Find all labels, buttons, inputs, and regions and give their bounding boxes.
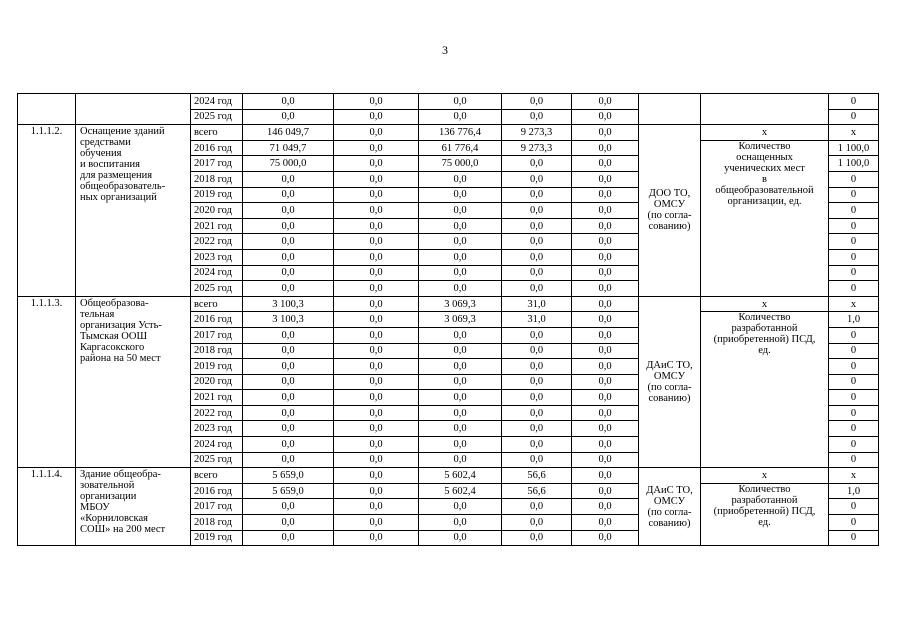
- federal-value: 0,0: [334, 327, 419, 343]
- regional-value: 3 069,3: [419, 312, 502, 328]
- local-value: 9 273,3: [502, 140, 572, 156]
- year-cell: 2017 год: [191, 327, 243, 343]
- other-value: 0,0: [572, 312, 639, 328]
- other-value: 0,0: [572, 140, 639, 156]
- total-value: 0,0: [243, 218, 334, 234]
- local-value: 31,0: [502, 312, 572, 328]
- indicator-value: 0: [829, 359, 879, 375]
- indicator-value: x: [829, 125, 879, 141]
- other-value: 0,0: [572, 156, 639, 172]
- year-cell: 2017 год: [191, 499, 243, 515]
- indicator-value: 0: [829, 343, 879, 359]
- year-cell: 2019 год: [191, 359, 243, 375]
- indicator-value: x: [829, 468, 879, 484]
- indicator-value: 0: [829, 234, 879, 250]
- total-value: 0,0: [243, 390, 334, 406]
- name-cell: [76, 94, 191, 125]
- federal-value: 0,0: [334, 359, 419, 375]
- local-value: 31,0: [502, 296, 572, 312]
- indicator-value: 0: [829, 499, 879, 515]
- indicator-value: 0: [829, 265, 879, 281]
- measure-code: 1.1.1.3.: [18, 296, 76, 468]
- local-value: 0,0: [502, 452, 572, 468]
- indicator-value: 0: [829, 281, 879, 297]
- year-cell: 2016 год: [191, 140, 243, 156]
- year-cell: 2016 год: [191, 312, 243, 328]
- other-value: 0,0: [572, 187, 639, 203]
- year-cell: 2018 год: [191, 343, 243, 359]
- federal-value: 0,0: [334, 437, 419, 453]
- local-value: 0,0: [502, 281, 572, 297]
- year-cell: 2021 год: [191, 218, 243, 234]
- other-value: 0,0: [572, 125, 639, 141]
- federal-value: 0,0: [334, 249, 419, 265]
- federal-value: 0,0: [334, 390, 419, 406]
- year-cell: 2022 год: [191, 405, 243, 421]
- federal-value: 0,0: [334, 421, 419, 437]
- other-value: 0,0: [572, 374, 639, 390]
- local-value: 0,0: [502, 265, 572, 281]
- local-value: 0,0: [502, 405, 572, 421]
- federal-value: 0,0: [334, 296, 419, 312]
- executor-cell: [639, 94, 701, 125]
- total-value: 146 049,7: [243, 125, 334, 141]
- code-cell: [18, 94, 76, 125]
- other-value: 0,0: [572, 327, 639, 343]
- year-cell: 2019 год: [191, 187, 243, 203]
- total-value: 0,0: [243, 249, 334, 265]
- table-row: [18, 94, 879, 110]
- regional-value: 0,0: [419, 327, 502, 343]
- regional-value: 0,0: [419, 234, 502, 250]
- local-value: 0,0: [502, 359, 572, 375]
- federal-value: 0,0: [334, 452, 419, 468]
- regional-value: 0,0: [419, 421, 502, 437]
- federal-value: 0,0: [334, 203, 419, 219]
- other-value: 0,0: [572, 109, 639, 125]
- year-cell: 2020 год: [191, 203, 243, 219]
- regional-value: 0,0: [419, 187, 502, 203]
- year-cell: 2018 год: [191, 171, 243, 187]
- regional-value: 0,0: [419, 405, 502, 421]
- federal-value: 0,0: [334, 281, 419, 297]
- local-value: 0,0: [502, 374, 572, 390]
- federal-value: 0,0: [334, 94, 419, 110]
- other-value: 0,0: [572, 203, 639, 219]
- regional-value: 0,0: [419, 281, 502, 297]
- other-value: 0,0: [572, 281, 639, 297]
- regional-value: 0,0: [419, 171, 502, 187]
- total-value: 0,0: [243, 421, 334, 437]
- measure-code: 1.1.1.2.: [18, 125, 76, 297]
- regional-value: 0,0: [419, 265, 502, 281]
- indicator-value: 0: [829, 187, 879, 203]
- indicator-name-x: x: [701, 468, 829, 484]
- indicator-value: 1 100,0: [829, 156, 879, 172]
- federal-value: 0,0: [334, 140, 419, 156]
- table-row: [18, 125, 879, 141]
- regional-value: 0,0: [419, 218, 502, 234]
- local-value: 0,0: [502, 203, 572, 219]
- year-cell: 2025 год: [191, 452, 243, 468]
- regional-value: 0,0: [419, 499, 502, 515]
- local-value: 0,0: [502, 499, 572, 515]
- executor-cell: ДОО ТО, ОМСУ (по согла- сованию): [639, 125, 701, 297]
- local-value: 0,0: [502, 249, 572, 265]
- federal-value: 0,0: [334, 312, 419, 328]
- other-value: 0,0: [572, 94, 639, 110]
- regional-value: 0,0: [419, 109, 502, 125]
- other-value: 0,0: [572, 265, 639, 281]
- other-value: 0,0: [572, 390, 639, 406]
- local-value: 0,0: [502, 390, 572, 406]
- total-value: 0,0: [243, 374, 334, 390]
- indicator-value: 0: [829, 203, 879, 219]
- total-value: 0,0: [243, 499, 334, 515]
- local-value: 0,0: [502, 109, 572, 125]
- other-value: 0,0: [572, 249, 639, 265]
- indicator-name-x: x: [701, 125, 829, 141]
- regional-value: 0,0: [419, 390, 502, 406]
- regional-value: 0,0: [419, 452, 502, 468]
- total-value: 75 000,0: [243, 156, 334, 172]
- indicator-cell: [701, 94, 829, 125]
- other-value: 0,0: [572, 171, 639, 187]
- year-cell: 2019 год: [191, 530, 243, 546]
- regional-value: 0,0: [419, 359, 502, 375]
- regional-value: 61 776,4: [419, 140, 502, 156]
- local-value: 0,0: [502, 437, 572, 453]
- other-value: 0,0: [572, 359, 639, 375]
- total-value: 0,0: [243, 515, 334, 531]
- measure-code: 1.1.1.4.: [18, 468, 76, 546]
- other-value: 0,0: [572, 405, 639, 421]
- local-value: 0,0: [502, 171, 572, 187]
- federal-value: 0,0: [334, 234, 419, 250]
- other-value: 0,0: [572, 452, 639, 468]
- total-value: 0,0: [243, 437, 334, 453]
- total-value: 0,0: [243, 452, 334, 468]
- year-cell: 2025 год: [191, 281, 243, 297]
- indicator-value: 0: [829, 218, 879, 234]
- indicator-name: Количество разработанной (приобретенной) ПСД, ед.: [701, 483, 829, 545]
- federal-value: 0,0: [334, 405, 419, 421]
- regional-value: 0,0: [419, 203, 502, 219]
- year-cell: 2024 год: [191, 437, 243, 453]
- federal-value: 0,0: [334, 125, 419, 141]
- federal-value: 0,0: [334, 171, 419, 187]
- regional-value: 0,0: [419, 374, 502, 390]
- local-value: 0,0: [502, 530, 572, 546]
- local-value: 9 273,3: [502, 125, 572, 141]
- indicator-value: 0: [829, 249, 879, 265]
- year-cell: всего: [191, 125, 243, 141]
- other-value: 0,0: [572, 296, 639, 312]
- local-value: 0,0: [502, 187, 572, 203]
- local-value: 0,0: [502, 156, 572, 172]
- total-value: 0,0: [243, 405, 334, 421]
- federal-value: 0,0: [334, 374, 419, 390]
- other-value: 0,0: [572, 234, 639, 250]
- year-cell: 2018 год: [191, 515, 243, 531]
- indicator-value: 0: [829, 327, 879, 343]
- total-value: 0,0: [243, 234, 334, 250]
- regional-value: 75 000,0: [419, 156, 502, 172]
- local-value: 0,0: [502, 218, 572, 234]
- year-cell: 2023 год: [191, 249, 243, 265]
- indicator-value: 1,0: [829, 312, 879, 328]
- local-value: 0,0: [502, 421, 572, 437]
- local-value: 0,0: [502, 515, 572, 531]
- regional-value: 5 602,4: [419, 483, 502, 499]
- indicator-value: 0: [829, 437, 879, 453]
- total-value: 5 659,0: [243, 483, 334, 499]
- federal-value: 0,0: [334, 515, 419, 531]
- table-row: [18, 296, 879, 312]
- total-value: 5 659,0: [243, 468, 334, 484]
- total-value: 0,0: [243, 203, 334, 219]
- federal-value: 0,0: [334, 499, 419, 515]
- indicator-value: 0: [829, 452, 879, 468]
- federal-value: 0,0: [334, 218, 419, 234]
- other-value: 0,0: [572, 343, 639, 359]
- local-value: 56,6: [502, 483, 572, 499]
- year-cell: всего: [191, 468, 243, 484]
- year-cell: 2022 год: [191, 234, 243, 250]
- indicator-name: Количество оснащенных ученических мест в общеобразовательной организации, ед.: [701, 140, 829, 296]
- indicator-value: 0: [829, 94, 879, 110]
- indicator-value: 1,0: [829, 483, 879, 499]
- regional-value: 0,0: [419, 437, 502, 453]
- other-value: 0,0: [572, 515, 639, 531]
- other-value: 0,0: [572, 218, 639, 234]
- total-value: 0,0: [243, 265, 334, 281]
- indicator-value: 0: [829, 109, 879, 125]
- regional-value: 0,0: [419, 94, 502, 110]
- other-value: 0,0: [572, 530, 639, 546]
- federal-value: 0,0: [334, 343, 419, 359]
- regional-value: 0,0: [419, 530, 502, 546]
- year-cell: 2024 год: [191, 265, 243, 281]
- local-value: 0,0: [502, 343, 572, 359]
- total-value: 0,0: [243, 187, 334, 203]
- total-value: 0,0: [243, 109, 334, 125]
- indicator-name: Количество разработанной (приобретенной) ПСД, ед.: [701, 312, 829, 468]
- budget-table: [17, 93, 879, 546]
- year-cell: 2021 год: [191, 390, 243, 406]
- indicator-value: 0: [829, 374, 879, 390]
- year-cell: 2017 год: [191, 156, 243, 172]
- federal-value: 0,0: [334, 483, 419, 499]
- year-cell: 2023 год: [191, 421, 243, 437]
- indicator-value: 0: [829, 405, 879, 421]
- year-cell: всего: [191, 296, 243, 312]
- year-cell: 2020 год: [191, 374, 243, 390]
- total-value: 3 100,3: [243, 296, 334, 312]
- total-value: 0,0: [243, 171, 334, 187]
- other-value: 0,0: [572, 468, 639, 484]
- total-value: 0,0: [243, 359, 334, 375]
- other-value: 0,0: [572, 437, 639, 453]
- indicator-value: 0: [829, 530, 879, 546]
- executor-cell: ДАиС ТО, ОМСУ (по согла- сованию): [639, 296, 701, 468]
- indicator-value: 0: [829, 390, 879, 406]
- federal-value: 0,0: [334, 156, 419, 172]
- year-cell: 2016 год: [191, 483, 243, 499]
- regional-value: 0,0: [419, 343, 502, 359]
- year-cell: 2025 год: [191, 109, 243, 125]
- indicator-name-x: x: [701, 296, 829, 312]
- local-value: 0,0: [502, 327, 572, 343]
- executor-cell: ДАиС ТО, ОМСУ (по согла- сованию): [639, 468, 701, 546]
- total-value: 0,0: [243, 530, 334, 546]
- regional-value: 0,0: [419, 515, 502, 531]
- year-cell: 2024 год: [191, 94, 243, 110]
- federal-value: 0,0: [334, 265, 419, 281]
- total-value: 71 049,7: [243, 140, 334, 156]
- other-value: 0,0: [572, 483, 639, 499]
- measure-name: Здание общеобра- зовательной организации МБОУ «Корниловская СОШ» на 200 мест: [76, 468, 191, 546]
- indicator-value: 0: [829, 421, 879, 437]
- local-value: 0,0: [502, 94, 572, 110]
- total-value: 0,0: [243, 343, 334, 359]
- federal-value: 0,0: [334, 109, 419, 125]
- regional-value: 136 776,4: [419, 125, 502, 141]
- total-value: 0,0: [243, 281, 334, 297]
- regional-value: 0,0: [419, 249, 502, 265]
- indicator-value: 0: [829, 171, 879, 187]
- indicator-value: x: [829, 296, 879, 312]
- measure-name: Оснащение зданий средствами обучения и воспитания для размещения общеобразователь- ных организаций: [76, 125, 191, 297]
- total-value: 3 100,3: [243, 312, 334, 328]
- local-value: 56,6: [502, 468, 572, 484]
- regional-value: 5 602,4: [419, 468, 502, 484]
- total-value: 0,0: [243, 94, 334, 110]
- page-number: 3: [442, 43, 448, 57]
- regional-value: 3 069,3: [419, 296, 502, 312]
- federal-value: 0,0: [334, 468, 419, 484]
- other-value: 0,0: [572, 499, 639, 515]
- indicator-value: 1 100,0: [829, 140, 879, 156]
- table-row: [18, 468, 879, 484]
- other-value: 0,0: [572, 421, 639, 437]
- local-value: 0,0: [502, 234, 572, 250]
- federal-value: 0,0: [334, 530, 419, 546]
- federal-value: 0,0: [334, 187, 419, 203]
- indicator-value: 0: [829, 515, 879, 531]
- measure-name: Общеобразова- тельная организация Усть- Тымская ООШ Каргасокского района на 50 мест: [76, 296, 191, 468]
- total-value: 0,0: [243, 327, 334, 343]
